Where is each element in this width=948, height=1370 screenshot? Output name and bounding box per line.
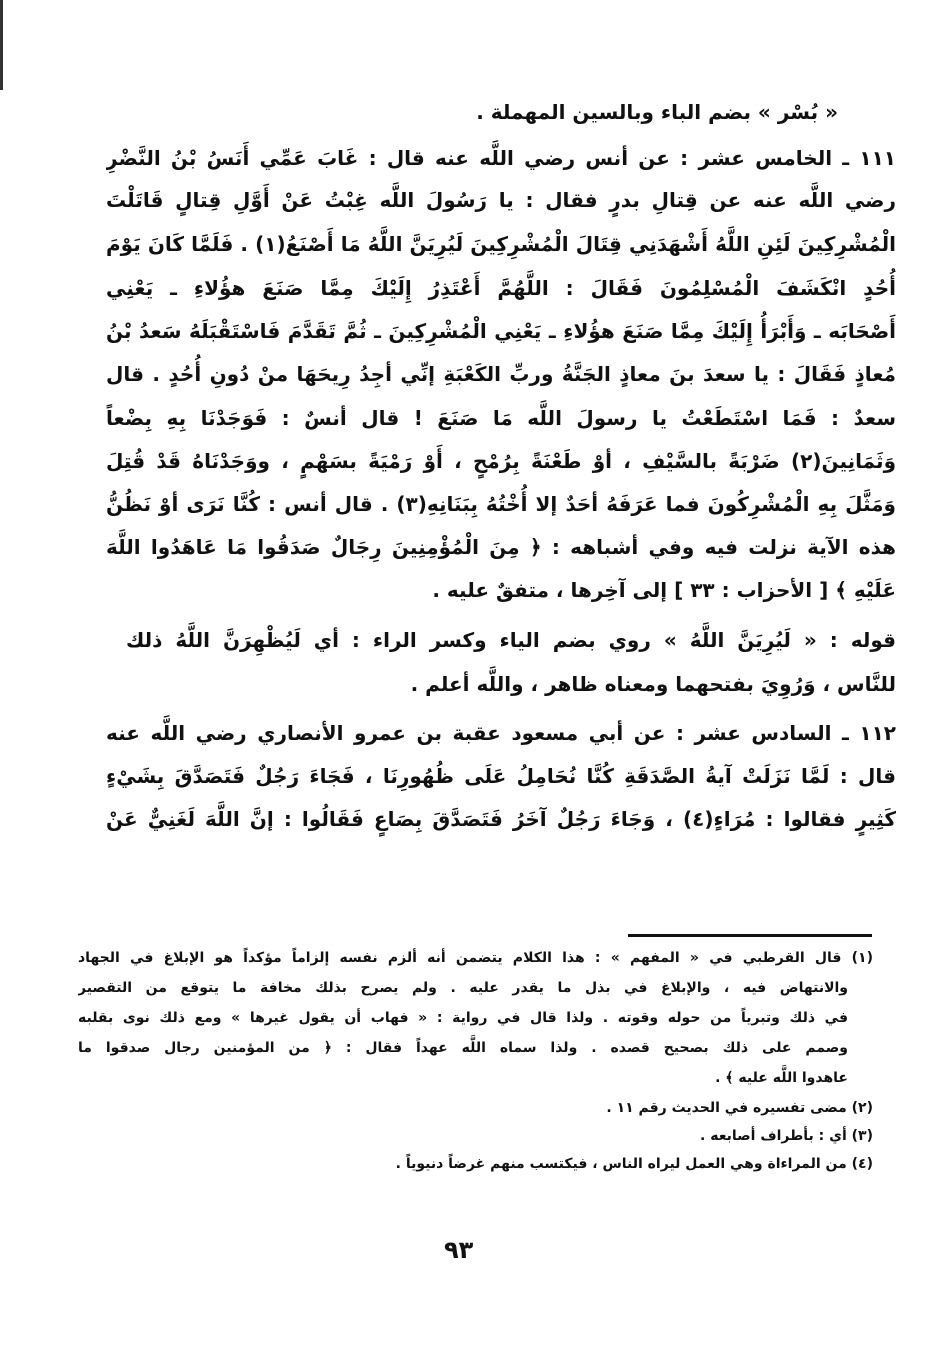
hadith-112-line-2: قال : لَمَّا نَزَلَتْ آيةُ الصَّدَقَةِ كُنَّا نُحَامِلُ عَلَى ظُهُورِنَا ، فَجَاءَ رَجُلٌ فَتَصَدَّقَ بِشَيْءٍ bbox=[106, 764, 896, 788]
hadith-111-line-4: أُحُدٍ انْكَشَفَ الْمُسْلِمُونَ فَقَالَ : اللَّهُمَّ أَعْتَذِرُ إِلَيْكَ مِمَّا صَنَعَ هؤُلاءِ ـ يَعْنِي bbox=[106, 276, 896, 300]
footnote-3: (٣) أي : بأطراف أصابعه . bbox=[700, 1128, 873, 1144]
hadith-111-line-6: مُعاذٍ فَقَالَ : يا سعدَ بنَ معاذٍ الجَنَّةُ وربِّ الكَعْبَةِ إنِّي أجِدُ رِيحَهَا منْ دُونِ أُحُدٍ . قال bbox=[106, 362, 896, 386]
hadith-111-line-8: وَثَمَانِينَ(٢) ضَرْبَةً بالسَّيْفِ ، أوْ طَعْنَةً بِرُمْحٍ ، أَوْ رَمْيَةً بسَهْمٍ ، ووَجَدْنَاهُ قَدْ قُتِلَ bbox=[106, 449, 896, 473]
hadith-111-line-9: وَمَثَّلَ بِهِ الْمُشْرِكُونَ فما عَرَفَهُ أحَدٌ إلا أُخْتُهُ بِبَنَانِهِ(٣) . قال أنس : كُنَّا نَرَى أوْ نَظُنُّ bbox=[106, 492, 896, 516]
hadith-111-line-11: عَلَيْهِ ﴾ [ الأحزاب : ٣٣ ] إلى آخِرها ، متفقٌ عليه . bbox=[432, 578, 896, 602]
footnote-1-line-5: عاهدوا اللَّه عليه ﴾ . bbox=[715, 1070, 848, 1086]
hadith-111-line-7: سعدٌ : فَمَا اسْتَطَعْتُ يا رسولَ اللَّه مَا صَنَعَ ! قال أنسٌ : فَوَجَدْنَا بِهِ بِضْعاً bbox=[106, 406, 896, 430]
hadith-111-line-2: رضي اللَّه عنه عن قِتالِ بدرٍ فقال : يا رَسُولَ اللَّه غِبْتُ عَنْ أَوَّلِ قِتالٍ قَاتَلْتَ bbox=[106, 188, 896, 212]
commentary-line-2: للنَّاس ، وَرُوِيَ بفتحهما ومعناه ظاهر ، واللَّه أعلم . bbox=[410, 672, 896, 696]
hadith-111-heading: ١١١ ـ الخامس عشر bbox=[698, 146, 896, 170]
line-text: : عن أنس رضي اللَّه عنه قال : غَابَ عَمِّي أَنَسُ بْنُ النَّضْرِ bbox=[106, 146, 689, 170]
footnote-separator bbox=[628, 934, 872, 937]
hadith-111-line-5: أَصْحَابَه ـ وَأَبْرَأُ إِلَيْكَ مِمَّا صَنَعَ هؤُلاءِ ـ يَعْنِي الْمُشْرِكِينَ ـ ثُمَّ تَقَدَّمَ فَاسْتَقْبَلَهُ سَعدُ بْنُ bbox=[106, 319, 896, 343]
footnote-1-line-2: والانتهاض فيه ، والإبلاغ في بذل ما يقدر عليه . ولم يصرح بذلك مخافة ما يتوقع من التقصير bbox=[78, 980, 848, 996]
scan-edge bbox=[0, 0, 3, 90]
footnote-1-line-1: (١) قال القرطبي في « المفهم » : هذا الكلام يتضمن أنه ألزم نفسه إلزاماً مؤكداً هو الإبلاغ في الجهاد bbox=[78, 950, 873, 966]
footnote-4: (٤) من المراءاة وهي العمل ليراه الناس ، فيكتسب منهم غرضاً دنيوياً . bbox=[395, 1156, 873, 1172]
footnote-1-line-4: وصمم على ذلك بصحيح قصده . ولذا سماه اللَّه عهداً فقال : ﴿ من المؤمنين رجال صدقوا ما bbox=[78, 1040, 848, 1056]
footnote-1-line-3: في ذلك وتبرياً من حوله وقوته . ولذا قال في رواية : « فهاب أن يقول غيرها » ومع ذلك نوى بقلبه bbox=[78, 1010, 848, 1026]
line-text: : عن أبي مسعود عقبة بن عمرو الأنصاري رضي اللَّه عنه bbox=[106, 721, 684, 745]
hadith-112-line-3: كَثِيرٍ فقالوا : مُرَاءٍ(٤) ، وَجَاءَ رَجُلٌ آخَرُ فَتَصَدَّقَ بِصَاعٍ فَقَالُوا : إنَّ اللَّهَ لَغَنِيٌّ عَنْ bbox=[106, 807, 896, 831]
hadith-111-line-3: الْمُشْرِكِينَ لَئِنِ اللَّهُ أَشْهَدَنِي قِتَالَ الْمُشْرِكِينَ لَيُرِيَنَّ اللَّهُ مَا أَصْنَعُ(١) . فَلَمَّا كَانَ يَوْمَ bbox=[106, 232, 896, 256]
hadith-111-line-1 bbox=[106, 138, 896, 178]
hadith-112-heading: ١١٢ ـ السادس عشر bbox=[694, 721, 896, 745]
top-note: « بُسْر » بضم الباء وبالسين المهملة . bbox=[476, 100, 838, 124]
hadith-112-line-1 bbox=[106, 713, 896, 753]
footnote-2: (٢) مضى تفسيره في الحديث رقم ١١ . bbox=[606, 1100, 873, 1116]
commentary-line-1: قوله : « لَيُرِيَنَّ اللَّهُ » روي بضم الياء وكسر الراء : أي لَيُظْهِرَنَّ اللَّهُ ذلك bbox=[126, 628, 896, 652]
hadith-111-line-10: هذه الآية نزلت فيه وفي أشباهه : ﴿ مِنَ الْمُؤْمِنِينَ رِجَالٌ صَدَقُوا مَا عَاهَدُوا اللَّهَ bbox=[106, 535, 896, 559]
page-number: ٩٣ bbox=[444, 1236, 474, 1264]
